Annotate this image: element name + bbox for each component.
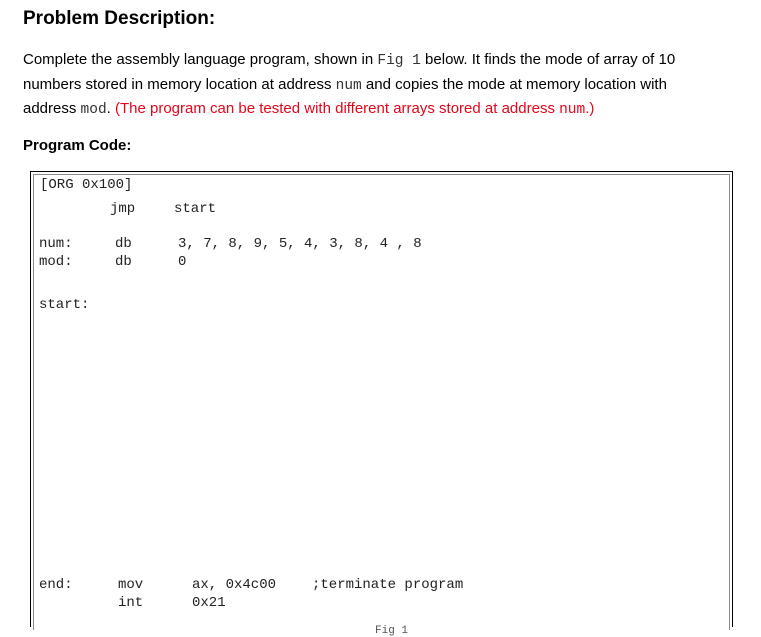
terminate-comment: ;terminate program <box>312 577 464 593</box>
mod-directive: db <box>115 254 132 270</box>
num-reference: num <box>335 78 362 94</box>
test-note-text: (The program can be tested with different arrays stored at address <box>110 100 560 117</box>
num-label: num: <box>39 236 73 252</box>
problem-description-heading: Problem Description: <box>23 8 216 29</box>
description-line-3 <box>23 100 594 118</box>
start-label: start: <box>39 297 90 313</box>
description-text: and copies the mode at memory location with <box>361 76 667 93</box>
int-instruction: int <box>118 595 144 611</box>
test-note-text: .) <box>585 100 595 117</box>
description-line-2 <box>23 76 667 94</box>
test-note <box>111 100 595 117</box>
mov-operands: ax, 0x4c00 <box>192 577 277 593</box>
num-values: 3, 7, 8, 9, 5, 4, 3, 8, 4 , 8 <box>178 236 422 252</box>
description-line-1 <box>23 51 675 69</box>
mod-reference: mod <box>80 102 107 118</box>
num-directive: db <box>115 236 132 252</box>
jmp-instruction: jmp <box>110 201 136 217</box>
num-reference: num <box>559 102 586 118</box>
description-text: address <box>23 100 81 117</box>
int-operand: 0x21 <box>192 595 226 611</box>
description-text: below. It finds the mode of array of 10 <box>420 51 676 68</box>
jmp-operand: start <box>174 201 217 217</box>
end-label: end: <box>39 577 73 593</box>
program-code-heading: Program Code: <box>23 137 132 154</box>
mod-label: mod: <box>39 254 73 270</box>
mod-values: 0 <box>178 254 187 270</box>
mov-instruction: mov <box>118 577 144 593</box>
description-text: . <box>106 100 111 117</box>
figure-caption: Fig 1 <box>375 625 409 637</box>
fig-reference: Fig 1 <box>377 53 421 69</box>
description-text: numbers stored in memory location at address <box>23 76 336 93</box>
org-directive: [ORG 0x100] <box>40 177 133 193</box>
description-text: Complete the assembly language program, shown in <box>23 51 378 68</box>
